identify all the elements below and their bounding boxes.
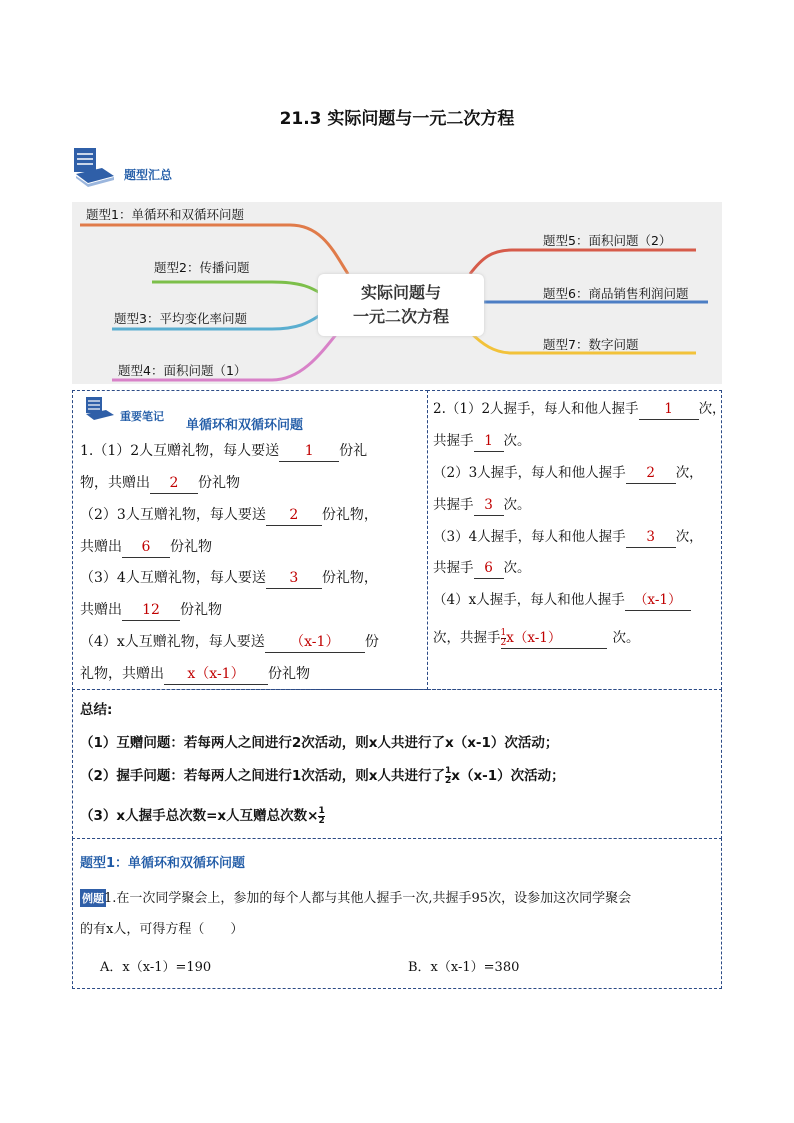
gift-q3-line2: 共赠出 12 份礼物 (80, 600, 222, 621)
mindmap-branch-6: 题型6：商品销售利润问题 (543, 286, 689, 301)
mindmap-branch-3: 题型3：平均变化率问题 (114, 311, 247, 326)
shake-q2-line1: （2）3人握手，每人和他人握手 2 次， (433, 463, 703, 484)
fraction: $\frac{1}{2}$ (500, 628, 507, 648)
answer-blank: 3 (626, 527, 676, 548)
option-b: B．x（x-1）=380 (408, 960, 520, 975)
gift-q4-line1: （4）x人互赠礼物，每人要送 （x-1） 份 (80, 632, 379, 653)
conclusion-label: 总结: (80, 702, 113, 718)
mindmap-center-line2: 一元二次方程 (352, 307, 449, 326)
shake-q1-line1: 2.（1）2人握手，每人和他人握手 1 次， (433, 399, 726, 420)
mindmap-center (318, 274, 484, 336)
answer-blank: 1 (279, 441, 339, 462)
mindmap-branch-5: 题型5：面积问题（2） (543, 233, 672, 248)
answer-blank: 6 (474, 558, 504, 579)
fraction: $\frac{1}{2}$ (445, 765, 452, 786)
shake-q1-line2: 共握手 1 次。 (433, 431, 531, 452)
conclusion-line-1: （1）互赠问题：若每两人之间进行2次活动，则x人共进行了x（x-1）次活动； (80, 735, 559, 751)
answer-blank: 3 (474, 495, 504, 516)
example-heading: 题型1：单循环和双循环问题 (80, 856, 246, 871)
gift-q3-line1: （3）4人互赠礼物，每人要送 3 份礼物， (80, 568, 378, 589)
mindmap-center-line1: 实际问题与 (360, 283, 441, 302)
shake-q3-line2: 共握手 6 次。 (433, 558, 531, 579)
book-stack-icon (72, 146, 116, 188)
gift-q2-line1: （2）3人互赠礼物，每人要送 2 份礼物， (80, 505, 378, 526)
gift-q2-line2: 共赠出 6 份礼物 (80, 537, 212, 558)
mindmap-branch-1: 题型1：单循环和双循环问题 (86, 207, 244, 222)
conclusion-line-2: （2）握手问题：若每两人之间进行1次活动，则x人共进行了 $\frac{1}{2}$ x（x-1）次活动； (80, 765, 565, 786)
example-tag: 例题 (80, 889, 106, 907)
summary-header: 题型汇总 (124, 168, 173, 182)
notes-badge: 重要笔记 (120, 410, 164, 423)
example-question-line2: 的有x人，可得方程（ ） (80, 922, 244, 937)
page-title: 21.3 实际问题与一元二次方程 (279, 109, 515, 129)
answer-blank: （x-1） (265, 632, 365, 653)
fraction: $\frac{1}{2}$ (318, 805, 325, 826)
shake-q2-line2: 共握手 3 次。 (433, 495, 531, 516)
answer-blank: 12 (122, 600, 180, 621)
mindmap-branch-2: 题型2：传播问题 (154, 260, 250, 275)
answer-blank: x（x-1） (164, 664, 268, 685)
option-a: A．x（x-1）=190 (100, 960, 212, 975)
answer-blank: 2 (150, 473, 198, 494)
example-question-line1: 1.在一次同学聚会上，参加的每个人都与其他人握手一次,共握手95次，设参加这次同学聚会 (104, 891, 632, 906)
shake-q3-line1: （3）4人握手，每人和他人握手 3 次， (433, 527, 703, 548)
answer-blank: 1 (474, 431, 504, 452)
mindmap-branch-4: 题型4：面积问题（1） (118, 363, 247, 378)
conclusion-line-3: （3）x人握手总次数=x人互赠总次数× $\frac{1}{2}$ (80, 805, 325, 826)
gift-q4-line2: 礼物，共赠出 x（x-1） 份礼物 (80, 664, 310, 685)
shake-q4-line1: （4）x人握手，每人和他人握手 （x-1） (433, 590, 691, 611)
answer-blank: 2 (266, 505, 322, 526)
answer-blank: $\frac{1}{2}$ x（x-1） (501, 628, 607, 649)
answer-blank: 2 (626, 463, 676, 484)
answer-blank: 1 (639, 399, 699, 420)
answer-blank: 3 (266, 568, 322, 589)
gift-q1-line2: 物，共赠出 2 份礼物 (80, 473, 240, 494)
answer-blank: 6 (122, 537, 170, 558)
shake-q4-line2: 次，共握手 $\frac{1}{2}$ x（x-1） 次。 (433, 628, 640, 648)
notes-icon (84, 396, 116, 426)
gift-q1-line1: 1.（1）2人互赠礼物，每人要送 1 份礼 (80, 441, 367, 462)
mindmap-branch-7: 题型7：数字问题 (543, 337, 639, 352)
notes-heading: 单循环和双循环问题 (186, 418, 304, 433)
answer-blank: （x-1） (625, 590, 691, 611)
